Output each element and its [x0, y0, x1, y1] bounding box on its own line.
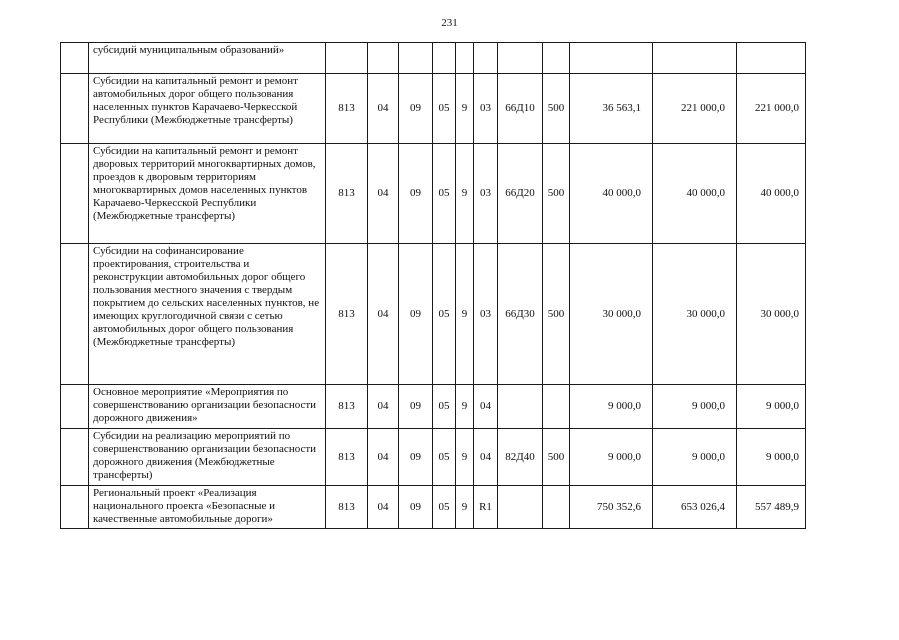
table-row: [61, 429, 806, 486]
amount-cell: 40 000,0: [653, 144, 737, 244]
table-row: [61, 43, 806, 74]
amount-cell: 750 352,6: [570, 486, 653, 529]
code-cell: 66Д20: [498, 144, 543, 244]
amount-cell: [653, 43, 737, 74]
code-cell: 03: [474, 244, 498, 385]
code-cell: 09: [399, 74, 433, 144]
code-cell: 9: [456, 144, 474, 244]
code-cell: 500: [543, 244, 570, 385]
blank-cell: [61, 244, 89, 385]
amount-cell: 9 000,0: [653, 429, 737, 486]
code-cell: 03: [474, 74, 498, 144]
code-cell: 9: [456, 385, 474, 429]
table-row: [61, 144, 806, 244]
code-cell: 04: [368, 385, 399, 429]
code-cell: [326, 43, 368, 74]
description-cell: Субсидии на капитальный ремонт и ремонт автомобильных дорог общего пользования населенных пунктов Карачаево-Черкесской Республики (Межбюджетные трансферты): [89, 74, 326, 144]
amount-cell: 653 026,4: [653, 486, 737, 529]
amount-cell: 9 000,0: [737, 429, 806, 486]
code-cell: 04: [368, 144, 399, 244]
code-cell: 04: [474, 429, 498, 486]
code-cell: 813: [326, 429, 368, 486]
code-cell: 813: [326, 144, 368, 244]
code-cell: [543, 486, 570, 529]
amount-cell: 221 000,0: [653, 74, 737, 144]
code-cell: [543, 43, 570, 74]
amount-cell: 221 000,0: [737, 74, 806, 144]
code-cell: 66Д10: [498, 74, 543, 144]
code-cell: 05: [433, 486, 456, 529]
code-cell: 500: [543, 74, 570, 144]
blank-cell: [61, 74, 89, 144]
code-cell: 500: [543, 144, 570, 244]
code-cell: [456, 43, 474, 74]
code-cell: [368, 43, 399, 74]
amount-cell: 9 000,0: [737, 385, 806, 429]
code-cell: 04: [368, 429, 399, 486]
code-cell: 09: [399, 486, 433, 529]
code-cell: 05: [433, 74, 456, 144]
amount-cell: 30 000,0: [570, 244, 653, 385]
code-cell: 813: [326, 486, 368, 529]
blank-cell: [61, 429, 89, 486]
blank-cell: [61, 144, 89, 244]
code-cell: [433, 43, 456, 74]
code-cell: 09: [399, 429, 433, 486]
page-number: 231: [441, 17, 458, 29]
blank-cell: [61, 43, 89, 74]
code-cell: 500: [543, 429, 570, 486]
code-cell: [498, 385, 543, 429]
description-cell: Субсидии на софинансирование проектирования, строительства и реконструкции автомобильных дорог общего пользования местного значения с твердым покрытием до сельских населенных пунктов, не имеющих круглогодичной связи с сетью автомобильных дорог общего пользования (Межбюджетные трансферты): [89, 244, 326, 385]
description-cell: субсидий муниципальным образований»: [89, 43, 326, 74]
table-row: [61, 385, 806, 429]
code-cell: [474, 43, 498, 74]
code-cell: R1: [474, 486, 498, 529]
table-row: [61, 74, 806, 144]
code-cell: 9: [456, 429, 474, 486]
amount-cell: 30 000,0: [653, 244, 737, 385]
code-cell: 09: [399, 244, 433, 385]
blank-cell: [61, 486, 89, 529]
description-cell: Региональный проект «Реализация национального проекта «Безопасные и качественные автомобильные дороги»: [89, 486, 326, 529]
code-cell: 04: [368, 74, 399, 144]
table-row: [61, 244, 806, 385]
code-cell: 813: [326, 74, 368, 144]
description-cell: Субсидии на реализацию мероприятий по совершенствованию организации безопасности дорожного движения (Межбюджетные трансферты): [89, 429, 326, 486]
code-cell: 05: [433, 385, 456, 429]
amount-cell: 30 000,0: [737, 244, 806, 385]
code-cell: [543, 385, 570, 429]
code-cell: 04: [368, 486, 399, 529]
amount-cell: 40 000,0: [737, 144, 806, 244]
amount-cell: 36 563,1: [570, 74, 653, 144]
amount-cell: [570, 43, 653, 74]
code-cell: 05: [433, 429, 456, 486]
amount-cell: 557 489,9: [737, 486, 806, 529]
code-cell: 09: [399, 144, 433, 244]
amount-cell: 40 000,0: [570, 144, 653, 244]
description-cell: Основное мероприятие «Мероприятия по совершенствованию организации безопасности дорожного движения»: [89, 385, 326, 429]
amount-cell: 9 000,0: [570, 429, 653, 486]
code-cell: 813: [326, 385, 368, 429]
amount-cell: [737, 43, 806, 74]
code-cell: [498, 43, 543, 74]
code-cell: 66Д30: [498, 244, 543, 385]
code-cell: 82Д40: [498, 429, 543, 486]
amount-cell: 9 000,0: [570, 385, 653, 429]
table-row: [61, 486, 806, 529]
amount-cell: 9 000,0: [653, 385, 737, 429]
code-cell: 9: [456, 244, 474, 385]
code-cell: 04: [474, 385, 498, 429]
code-cell: 9: [456, 486, 474, 529]
code-cell: 04: [368, 244, 399, 385]
description-cell: Субсидии на капитальный ремонт и ремонт дворовых территорий многоквартирных домов, проездов к дворовым территориям многоквартирных домов населенных пунктов Карачаево-Черкесской Республики (Межбюджетные трансферты): [89, 144, 326, 244]
code-cell: 05: [433, 144, 456, 244]
code-cell: 09: [399, 385, 433, 429]
budget-table: [60, 42, 806, 529]
code-cell: 9: [456, 74, 474, 144]
code-cell: [498, 486, 543, 529]
table-body: [61, 43, 806, 529]
blank-cell: [61, 385, 89, 429]
code-cell: 813: [326, 244, 368, 385]
code-cell: 03: [474, 144, 498, 244]
code-cell: [399, 43, 433, 74]
code-cell: 05: [433, 244, 456, 385]
